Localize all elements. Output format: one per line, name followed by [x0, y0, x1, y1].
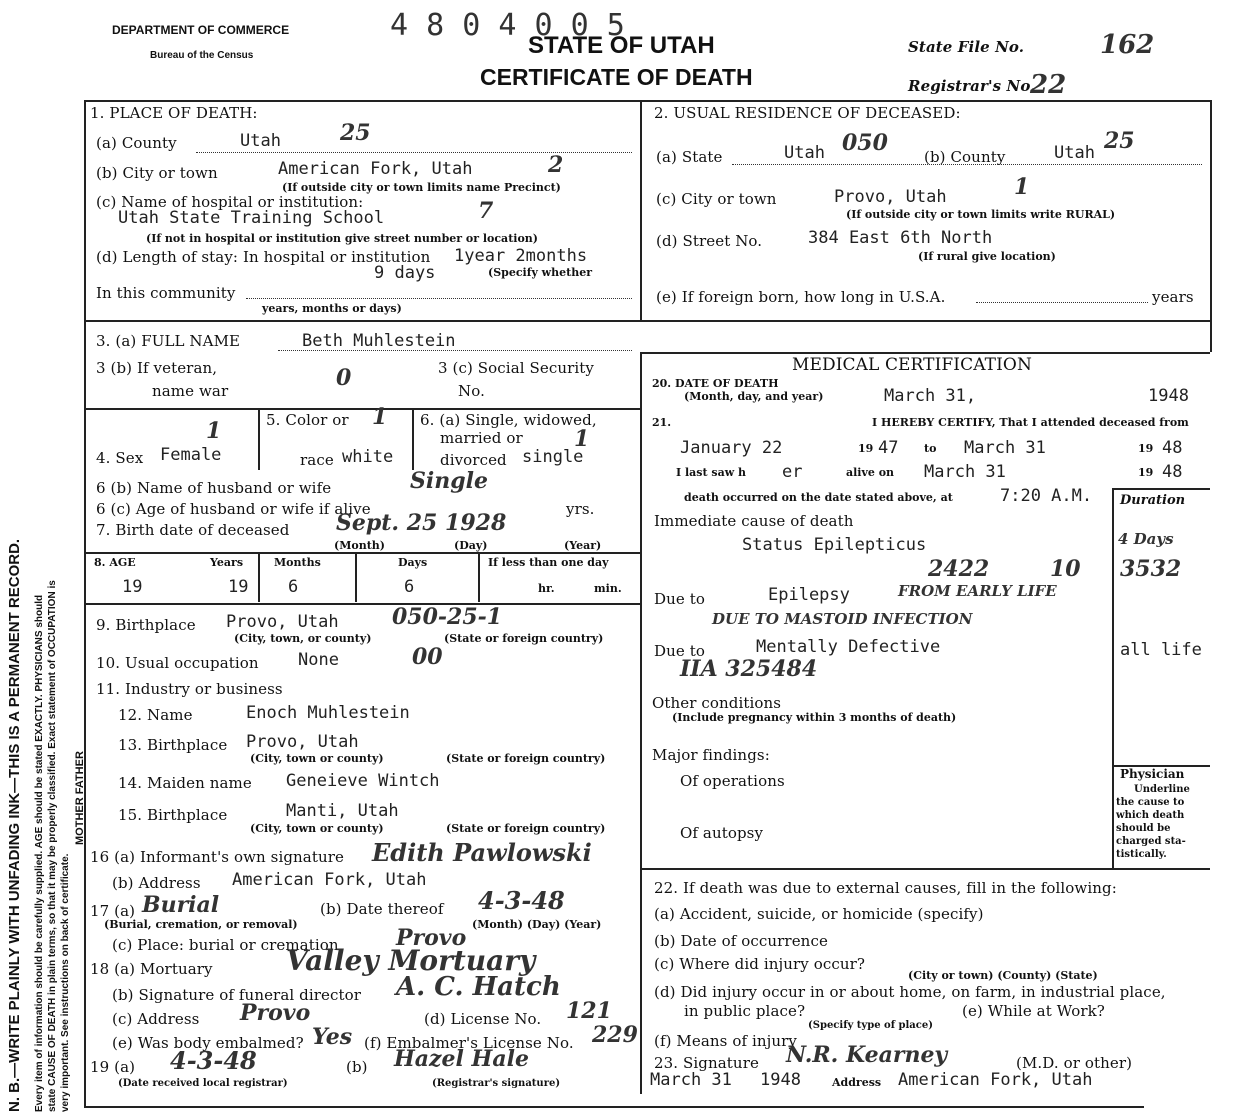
form-bottom-border: [84, 1106, 1144, 1108]
birthplace-label: 9. Birthplace: [96, 616, 196, 634]
personal-divider-1: [84, 408, 640, 410]
death-county-value: Utah: [240, 131, 281, 151]
dotline: [246, 298, 632, 299]
due-to-1-hand-2: DUE TO MASTOID INFECTION: [712, 610, 973, 628]
due-to-2-duration: all life: [1120, 640, 1202, 660]
full-name-label: 3. (a) FULL NAME: [96, 332, 241, 350]
burial-value: Burial: [142, 892, 220, 918]
autopsy-label: Of autopsy: [680, 824, 764, 842]
occupation-label: 10. Usual occupation: [96, 654, 259, 672]
burial-place-label: (c) Place: burial or cremation: [112, 936, 339, 954]
father-note-city: (City, town or county): [250, 752, 384, 765]
father-birthplace-value: Provo, Utah: [246, 732, 359, 752]
attended-to-year: 48: [1162, 438, 1183, 458]
age-div-3: [478, 552, 480, 602]
date-of-death-value: March 31,: [884, 386, 977, 406]
section1-bottom: [84, 320, 1210, 322]
stay-label: (d) Length of stay: In hospital or institution: [96, 248, 431, 266]
res-street-value: 384 East 6th North: [808, 228, 993, 248]
medical-top: [640, 352, 1210, 354]
due-to-2-label: Due to: [654, 642, 705, 660]
duration-column: [1112, 488, 1114, 868]
registrar-sig-value: Hazel Hale: [394, 1046, 529, 1072]
marital-label: 6. (a) Single, widowed,: [420, 411, 597, 429]
birth-month-note: (Month): [334, 539, 385, 552]
certify-number: 21.: [652, 416, 672, 429]
signature-address-label: Address: [832, 1076, 882, 1089]
birth-year-note: (Year): [564, 539, 602, 552]
months-value: 6: [288, 577, 299, 597]
husband-age-label: 6 (c) Age of husband or wife if alive: [96, 500, 371, 518]
days-value: 6: [404, 577, 415, 597]
other-conditions-label: Other conditions: [652, 694, 782, 712]
mother-father-label: MOTHER FATHER: [74, 751, 86, 845]
husband-age-suffix: yrs.: [566, 500, 595, 518]
signature-value: N.R. Kearney: [786, 1042, 948, 1068]
dotline: [732, 164, 1202, 165]
external-heading: 22. If death was due to external causes, fill in the following:: [654, 879, 1117, 897]
attended-to-label: to: [924, 442, 937, 455]
months-label: Months: [274, 556, 321, 569]
res-county-code: 25: [1104, 128, 1135, 154]
license-label: (d) License No.: [424, 1010, 542, 1028]
other-conditions-note: (Include pregnancy within 3 months of death): [672, 711, 957, 724]
sex-color-divider: [258, 408, 260, 470]
death-city-value: American Fork, Utah: [278, 159, 473, 179]
burial-date-note: (Month) (Day) (Year): [472, 918, 602, 931]
informant-sig-label: 16 (a) Informant's own signature: [90, 848, 344, 866]
last-saw-year: 48: [1162, 462, 1183, 482]
mother-name-value: Geneieve Wintch: [286, 771, 440, 791]
immediate-cause-value: Status Epilepticus: [742, 535, 927, 555]
embalmed-label: (e) Was body embalmed?: [112, 1034, 304, 1052]
ssn-label: 3 (c) Social Security: [438, 359, 594, 377]
certify-text: I HEREBY CERTIFY, That I attended deceased from: [872, 416, 1189, 429]
husband-name-value: Single: [410, 468, 488, 494]
father-note-state: (State or foreign country): [446, 752, 606, 765]
physician-note-1: Underline: [1134, 784, 1190, 795]
received-note: (Date received local registrar): [118, 1078, 288, 1089]
less-than-day-label: If less than one day: [488, 556, 609, 569]
occurred-value: 7:20 A.M.: [1000, 486, 1093, 506]
state-file-value: 162: [1100, 30, 1155, 60]
mother-birthplace-value: Manti, Utah: [286, 801, 399, 821]
date-of-death-note: (Month, day, and year): [684, 390, 824, 403]
due-to-1-value: Epilepsy: [768, 585, 850, 605]
last-saw-label: I last saw h: [676, 466, 747, 479]
external-c-note: (City or town) (County) (State): [908, 969, 1098, 982]
community-label: In this community: [96, 284, 236, 302]
occupation-code: 00: [412, 644, 443, 670]
res-state-value: Utah: [784, 143, 825, 163]
external-a-label: (a) Accident, suicide, or homicide (specify): [654, 905, 984, 923]
occurred-label: death occurred on the date stated above, at: [684, 491, 953, 504]
full-name-value: Beth Muhlestein: [302, 331, 456, 351]
industry-label: 11. Industry or business: [96, 680, 283, 698]
received-label: 19 (a): [90, 1058, 136, 1076]
external-d-label: (d) Did injury occur in or about home, on farm, in industrial place,: [654, 983, 1166, 1001]
registrar-label: Registrar's No.: [908, 77, 1036, 95]
father-name-label: 12. Name: [118, 706, 193, 724]
sex-label: 4. Sex: [96, 449, 144, 467]
informant-address-label: (b) Address: [112, 874, 201, 892]
physician-note-2: the cause to: [1116, 797, 1185, 808]
funeral-director-label: (b) Signature of funeral director: [112, 986, 362, 1004]
signature-label: 23. Signature: [654, 1054, 759, 1072]
physician-note-3: which death: [1116, 810, 1185, 821]
community-note: years, months or days): [262, 302, 402, 315]
signature-suffix: (M.D. or other): [1016, 1054, 1133, 1072]
personal-divider-2: [84, 552, 640, 554]
age-label: 8. AGE: [94, 556, 136, 569]
veteran-label: 3 (b) If veteran,: [96, 359, 218, 377]
physician-note-4: should be: [1116, 823, 1171, 834]
informant-address-value: American Fork, Utah: [232, 870, 427, 890]
dotline: [196, 152, 632, 153]
attended-to: March 31: [964, 438, 1046, 458]
mortuary-label: 18 (a) Mortuary: [90, 960, 213, 978]
signature-date-year: 1948: [760, 1070, 801, 1090]
birthplace-value: Provo, Utah: [226, 612, 339, 632]
alive-on-label: alive on: [846, 466, 895, 479]
age-value: 19: [122, 577, 143, 597]
license-value: 121: [566, 998, 612, 1024]
ssn-label-2: No.: [458, 382, 485, 400]
external-f-label: (f) Means of injury: [654, 1032, 797, 1050]
hospital-code: 7: [478, 198, 494, 224]
registrar-sig-label: (b): [346, 1058, 368, 1076]
immediate-cause-label: Immediate cause of death: [654, 512, 854, 530]
last-saw-value: March 31: [924, 462, 1006, 482]
external-b-label: (b) Date of occurrence: [654, 932, 828, 950]
res-foreign-label: (e) If foreign born, how long in U.S.A.: [656, 288, 946, 306]
hr-label: hr.: [538, 582, 555, 595]
burial-date-value: 4-3-48: [478, 886, 565, 915]
res-state-code: 050: [842, 130, 888, 156]
date-of-death-label: 20. DATE OF DEATH: [652, 377, 779, 390]
due-to-2-code: IIA 325484: [680, 656, 818, 682]
age-div-1: [258, 552, 260, 602]
mother-note-city: (City, town or county): [250, 822, 384, 835]
side-instruction-main: N. B.—WRITE PLAINLY WITH UNFADING INK—THIS IS A PERMANENT RECORD.: [6, 538, 23, 1112]
death-city-note: (If outside city or town limits name Precinct): [282, 181, 561, 194]
death-city-label: (b) City or town: [96, 164, 218, 182]
center-divider-lower: [640, 352, 642, 1094]
death-county-label: (a) County: [96, 134, 177, 152]
external-c-label: (c) Where did injury occur?: [654, 955, 866, 973]
signature-date: March 31: [650, 1070, 732, 1090]
color-marital-divider: [412, 408, 414, 470]
due-to-1-hand: FROM EARLY LIFE: [898, 582, 1057, 600]
burial-label: 17 (a): [90, 902, 136, 920]
external-d-label-2: in public place?: [684, 1002, 806, 1020]
father-birthplace-label: 13. Birthplace: [118, 736, 228, 754]
birth-date-label: 7. Birth date of deceased: [96, 521, 290, 539]
occupation-value: None: [298, 650, 339, 670]
res-city-code: 1: [1014, 174, 1030, 200]
major-findings-label: Major findings:: [652, 746, 770, 764]
certificate-title: CERTIFICATE OF DEATH: [480, 64, 753, 90]
received-value: 4-3-48: [170, 1046, 257, 1075]
res-city-label: (c) City or town: [656, 190, 777, 208]
physician-note-5: charged sta-: [1116, 836, 1186, 847]
years-label: Years: [210, 556, 244, 569]
stay-value-days: 9 days: [374, 263, 436, 283]
registrar-sig-note: (Registrar's signature): [432, 1078, 561, 1089]
hospital-value: Utah State Training School: [118, 208, 385, 228]
dotline: [278, 350, 632, 351]
mortuary-address-label: (c) Address: [112, 1010, 200, 1028]
immediate-duration: 4 Days: [1118, 530, 1174, 548]
attended-from-prefix: 19: [858, 442, 874, 455]
dotline: [976, 302, 1148, 303]
mortuary-address-value: Provo: [240, 1000, 311, 1026]
cause-code-1: 2422: [928, 556, 990, 582]
last-saw-prefix: 19: [1138, 466, 1154, 479]
birthplace-note-city: (City, town, or county): [234, 632, 372, 645]
sex-value: Female: [160, 445, 222, 465]
marital-label-2: married or: [440, 429, 523, 447]
death-city-code: 2: [548, 152, 564, 178]
physician-label: Physician: [1120, 767, 1185, 781]
burial-date-label: (b) Date thereof: [320, 900, 444, 918]
birthplace-note-state: (State or foreign country): [444, 632, 604, 645]
external-top: [640, 868, 1210, 870]
res-city-note: (If outside city or town limits write RURAL): [846, 208, 1116, 221]
mother-name-label: 14. Maiden name: [118, 774, 252, 792]
duration-label: Duration: [1120, 493, 1186, 508]
mortuary-value: Valley Mortuary: [286, 944, 536, 977]
age-div-2: [355, 552, 357, 602]
registrar-value: 22: [1030, 70, 1067, 100]
physician-note-6: tistically.: [1116, 849, 1167, 860]
burial-place-value: Provo: [396, 925, 467, 951]
attended-from: January 22: [680, 438, 783, 458]
stay-note: (Specify whether: [488, 266, 593, 279]
form-top-border: [84, 100, 1210, 102]
last-saw-er: er: [782, 462, 803, 482]
cause-code-3: 3532: [1120, 556, 1182, 582]
res-street-note: (If rural give location): [918, 250, 1056, 263]
marital-label-3: divorced: [440, 451, 507, 469]
attended-to-prefix: 19: [1138, 442, 1154, 455]
stamp-number: 4 8 0 4 0 0 5: [390, 8, 625, 43]
days-label: Days: [398, 556, 428, 569]
duration-header-line: [1112, 488, 1210, 490]
side-instruction-4: very important. See instructions on back of certificate.: [60, 853, 71, 1112]
cause-code-2: 10: [1050, 556, 1081, 582]
informant-sig-value: Edith Pawlowski: [372, 838, 592, 867]
external-d-note: (Specify type of place): [808, 1020, 933, 1031]
external-e-label: (e) While at Work?: [962, 1002, 1105, 1020]
birth-day-note: (Day): [454, 539, 488, 552]
mother-birthplace-label: 15. Birthplace: [118, 806, 228, 824]
stay-value: 1year 2months: [454, 246, 588, 266]
father-name-value: Enoch Muhlestein: [246, 703, 410, 723]
embalmer-license-label: (f) Embalmer's License No.: [364, 1034, 574, 1052]
veteran-value: 0: [336, 365, 352, 391]
funeral-director-value: A. C. Hatch: [396, 972, 561, 1002]
years-code: 19: [228, 577, 249, 597]
attended-from-year: 47: [878, 438, 899, 458]
sex-code: 1: [206, 418, 222, 444]
due-to-1-label: Due to: [654, 590, 705, 608]
signature-address-value: American Fork, Utah: [898, 1070, 1093, 1090]
operations-label: Of operations: [680, 772, 785, 790]
state-title: STATE OF UTAH: [528, 32, 715, 59]
bureau-label: Bureau of the Census: [150, 50, 254, 61]
color-code: 1: [372, 404, 388, 430]
res-foreign-suffix: years: [1152, 288, 1194, 306]
veteran-label-2: name war: [152, 382, 229, 400]
min-label: min.: [594, 582, 622, 595]
hospital-label: (c) Name of hospital or institution:: [96, 193, 364, 211]
burial-note: (Burial, cremation, or removal): [104, 918, 298, 931]
form-right-border: [1210, 100, 1212, 352]
mother-note-state: (State or foreign country): [446, 822, 606, 835]
side-instruction-2: Every item of information should be carefully supplied. AGE should be stated EXACTLY. PHYSICIANS should: [34, 594, 45, 1112]
center-divider-upper: [640, 100, 642, 320]
embalmer-license-value: 229: [592, 1022, 638, 1048]
due-to-2-value: Mentally Defective: [756, 637, 941, 657]
color-label: 5. Color or: [266, 411, 349, 429]
res-county-value: Utah: [1054, 143, 1095, 163]
side-instruction-3: state CAUSE OF DEATH in plain terms, so that it may be properly classified. Exact statement of OCCUPATION is: [47, 580, 58, 1112]
birthplace-code: 050-25-1: [392, 604, 503, 630]
res-street-label: (d) Street No.: [656, 232, 763, 250]
marital-code: 1: [574, 426, 590, 452]
date-of-death-year: 1948: [1148, 386, 1189, 406]
res-state-label: (a) State: [656, 148, 723, 166]
place-of-death-heading: 1. PLACE OF DEATH:: [90, 104, 258, 122]
marital-value: single: [522, 447, 584, 467]
color-label-2: race: [300, 451, 334, 469]
res-county-label: (b) County: [924, 148, 1006, 166]
color-value: white: [342, 447, 394, 467]
death-county-code: 25: [340, 120, 371, 146]
hospital-note: (If not in hospital or institution give street number or location): [146, 232, 538, 245]
state-file-label: State File No.: [908, 38, 1025, 56]
birth-date-value: Sept. 25 1928: [336, 510, 507, 536]
embalmed-value: Yes: [312, 1024, 353, 1050]
res-city-value: Provo, Utah: [834, 187, 947, 207]
residence-heading: 2. USUAL RESIDENCE OF DECEASED:: [654, 104, 961, 122]
personal-divider-3: [84, 603, 640, 605]
department-label: DEPARTMENT OF COMMERCE: [112, 23, 290, 37]
medical-heading: MEDICAL CERTIFICATION: [792, 355, 1032, 375]
husband-name-label: 6 (b) Name of husband or wife: [96, 479, 332, 497]
